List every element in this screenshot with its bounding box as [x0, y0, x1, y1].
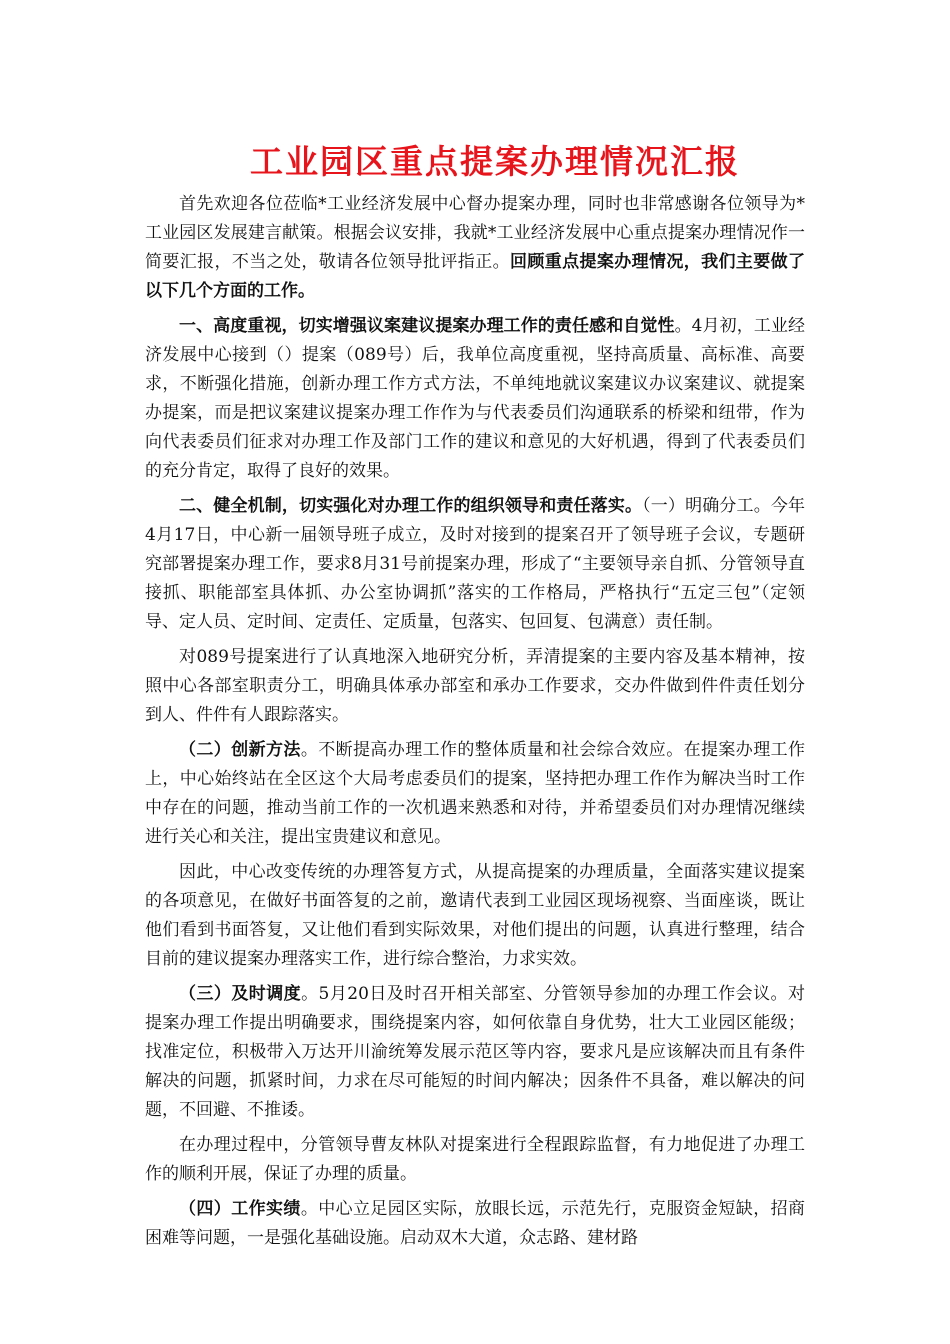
paragraph-scheduling [145, 980, 805, 1125]
paragraph-innovation [145, 736, 805, 852]
document-title: 工业园区重点提案办理情况汇报 [250, 142, 740, 181]
section-heading: 二、健全机制，切实强化对办理工作的组织领导和责任落实。 [179, 496, 643, 516]
section-heading: 一、高度重视，切实增强议案建议提案办理工作的责任感和自觉性 [179, 316, 675, 336]
paragraph-reply-method [145, 858, 805, 974]
paragraph-supervision [145, 1131, 805, 1189]
document-body [145, 190, 805, 1259]
paragraph-bold-tail: 回顾重点提案办理情况，我们主要做了以下几个方面的工作。 [145, 252, 806, 301]
subsection-heading: （三）及时调度 [179, 984, 302, 1004]
paragraph-text: 首先欢迎各位莅临*工业经济发展中心督办提案办理，同时也非常感谢各位领导为*工业园区发展建言献策。根据会议安排，我就*工业经济发展中心重点提案办理情况作一简要汇报，不当之处，敬请各位领导批评指正。 [145, 194, 805, 272]
subsection-heading: （二）创新方法 [179, 740, 301, 760]
paragraph-text: （一）明确分工。今年4月17日，中心新一届领导班子成立，及时对接到的提案召开了领导班子会议，专题研究部署提案办理工作，要求8月31号前提案办理，形成了“主要领导亲自抓、分管领导直接抓、职能部室具体抓、办公室协调抓”落实的工作格局，严格执行“五定三包”（定领导、定人员、定时间、定责任、定质量，包落实、包回复、包满意）责任制。 [145, 496, 805, 632]
paragraph-text: 对089号提案进行了认真地深入地研究分析，弄清提案的主要内容及基本精神，按照中心各部室职责分工，明确具体承办部室和承办工作要求，交办件做到件件责任划分到人、件件有人跟踪落实。 [145, 647, 805, 725]
paragraph-analysis [145, 643, 805, 730]
paragraph-intro [145, 190, 805, 306]
paragraph-text: 在办理过程中，分管领导曹友林队对提案进行全程跟踪监督，有力地促进了办理工作的顺利开展，保证了办理的质量。 [145, 1135, 805, 1184]
paragraph-section-2 [145, 492, 805, 637]
paragraph-text: 。5月20日及时召开相关部室、分管领导参加的办理工作会议。对提案办理工作提出明确要求，围绕提案内容，如何依靠自身优势，壮大工业园区能级；找准定位，积极带入万达开川渝统筹发展示范区等内容，要求凡是应该解决而且有条件解决的问题，抓紧时间，力求在尽可能短的时间内解决；因条件不具备，难以解决的问题，不回避、不推诿。 [145, 984, 805, 1120]
paragraph-achievements [145, 1195, 805, 1253]
paragraph-section-1 [145, 312, 805, 486]
paragraph-text: 。中心立足园区实际，放眼长远，示范先行，克服资金短缺，招商困难等问题，一是强化基础设施。启动双木大道，众志路、建材路 [145, 1199, 806, 1248]
paragraph-text: 。不断提高办理工作的整体质量和社会综合效应。在提案办理工作上，中心始终站在全区这个大局考虑委员们的提案，坚持把办理工作作为解决当时工作中存在的问题，推动当前工作的一次机遇来熟悉和对待，并希望委员们对办理情况继续进行关心和关注，提出宝贵建议和意见。 [145, 740, 806, 847]
subsection-heading: （四）工作实绩 [179, 1199, 301, 1219]
paragraph-text: 因此，中心改变传统的办理答复方式，从提高提案的办理质量，全面落实建议提案的各项意见，在做好书面答复的之前，邀请代表到工业园区现场视察、当面座谈，既让他们看到书面答复，又让他们看到实际效果，对他们提出的问题，认真进行整理，结合目前的建议提案办理落实工作，进行综合整治，力求实效。 [145, 862, 805, 969]
paragraph-text: 。4月初，工业经济发展中心接到（）提案（089号）后，我单位高度重视，坚持高质量、高标准、高要求，不断强化措施，创新办理工作方式方法，不单纯地就议案建议办议案建议、就提案办提案，而是把议案建议提案办理工作作为与代表委员们沟通联系的桥梁和纽带，作为向代表委员们征求对办理工作及部门工作的建议和意见的大好机遇，得到了代表委员们的充分肯定，取得了良好的效果。 [145, 316, 805, 481]
